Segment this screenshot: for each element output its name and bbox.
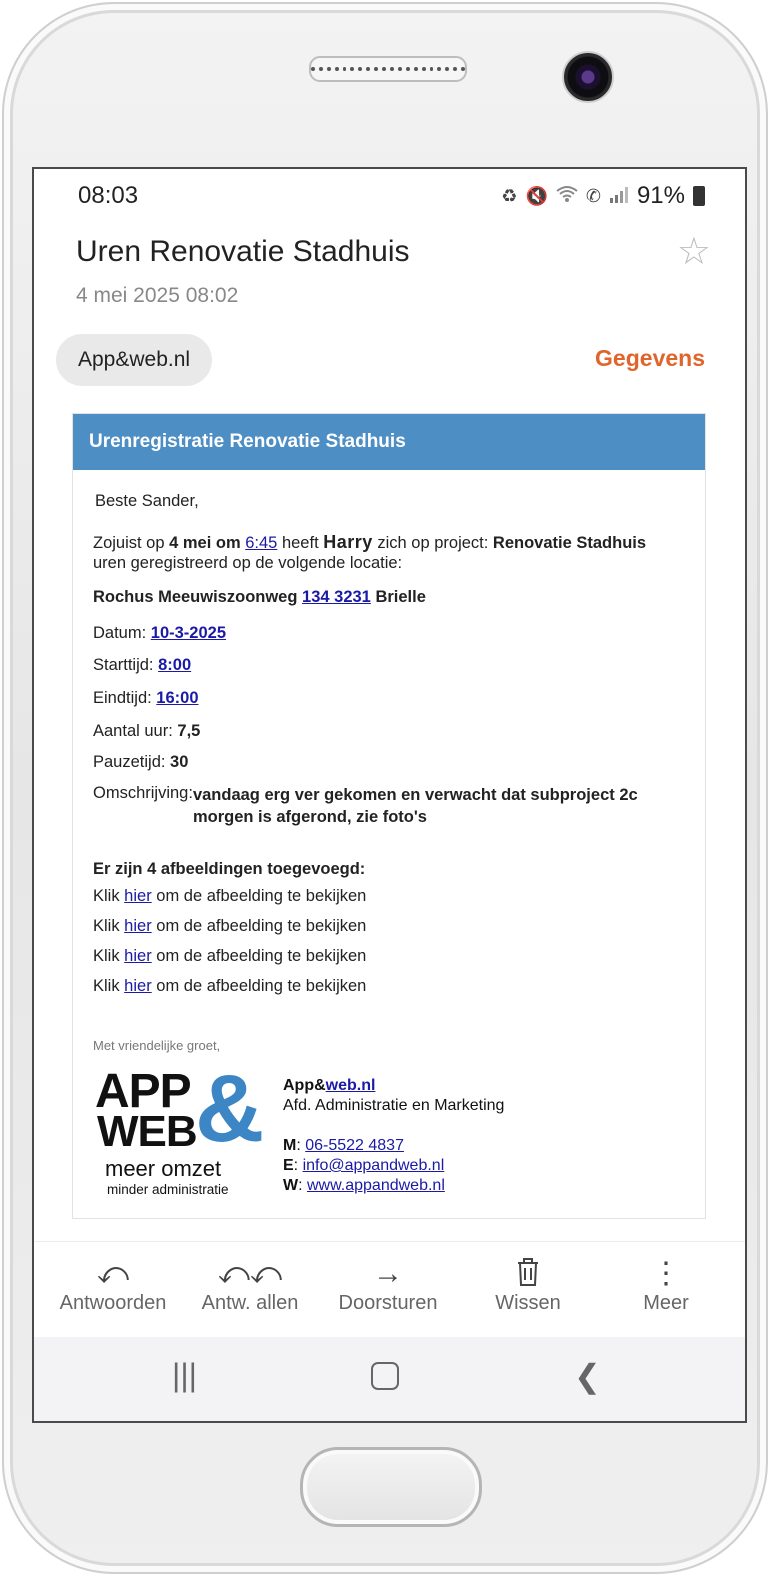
forward-label: Doorsturen xyxy=(338,1292,438,1314)
logo-line: APP xyxy=(95,1065,191,1118)
image-link-pre: Klik xyxy=(93,887,125,905)
front-camera xyxy=(562,51,614,103)
delete-label: Wissen xyxy=(495,1292,561,1314)
image-link-row xyxy=(93,917,366,936)
image-link-row xyxy=(93,887,366,906)
company-logo xyxy=(95,1055,265,1202)
phone-link[interactable]: 06-5522 4837 xyxy=(305,1137,404,1154)
image-link[interactable]: hier xyxy=(124,887,152,905)
sender-chip[interactable]: App&web.nl xyxy=(56,334,212,386)
email-link[interactable]: info@appandweb.nl xyxy=(302,1157,445,1174)
aantal-label: Aantal uur: xyxy=(93,722,178,740)
address xyxy=(93,588,426,607)
earpiece-speaker xyxy=(309,56,467,82)
project-name: Renovatie Stadhuis xyxy=(492,534,647,552)
company-name: App& xyxy=(283,1077,326,1094)
logo-ampersand: & xyxy=(195,1055,265,1162)
pauze-row xyxy=(93,753,188,772)
back-icon[interactable]: ❮ xyxy=(574,1358,601,1394)
address-street: Rochus Meeuwiszoonweg xyxy=(93,588,303,606)
starttijd-link[interactable]: 8:00 xyxy=(158,656,192,674)
home-button[interactable] xyxy=(300,1447,482,1527)
omschrijving-line: vandaag erg ver gekomen en verwacht dat subproject 2c xyxy=(192,786,638,804)
reply-label: Antwoorden xyxy=(59,1292,167,1314)
mail-banner: Urenregistratie Renovatie Stadhuis xyxy=(73,414,705,470)
email-date: 4 mei 2025 08:02 xyxy=(76,284,239,307)
omschrijving-row xyxy=(93,784,638,828)
image-link-pre: Klik xyxy=(93,977,125,995)
logo-tagline: meer omzet xyxy=(105,1156,222,1181)
eindtijd-link[interactable]: 16:00 xyxy=(156,689,199,707)
details-link[interactable]: Gegevens xyxy=(595,345,705,371)
address-city: Brielle xyxy=(370,588,426,606)
phone-frame xyxy=(2,2,768,1574)
intro-part: Zojuist op xyxy=(93,534,170,552)
reply-all-label: Antw. allen xyxy=(201,1292,299,1314)
more-label: Meer xyxy=(643,1292,689,1314)
battery-icon xyxy=(693,186,705,206)
company-link[interactable]: web.nl xyxy=(325,1077,376,1094)
datum-label: Datum: xyxy=(93,624,151,642)
department: Afd. Administratie en Marketing xyxy=(283,1097,505,1114)
delete-button[interactable] xyxy=(480,1256,576,1315)
signal-icon xyxy=(609,185,629,208)
pauze-value: 30 xyxy=(170,753,189,771)
forward-button[interactable] xyxy=(332,1256,444,1315)
address-link[interactable]: 134 3231 xyxy=(302,588,371,606)
intro-text xyxy=(93,532,693,573)
trash-icon xyxy=(480,1256,576,1292)
images-heading xyxy=(93,860,365,879)
image-link[interactable]: hier xyxy=(124,917,152,935)
pauze-label: Pauzetijd: xyxy=(93,753,171,771)
mute-icon: 🔇 xyxy=(525,185,548,206)
image-link-row xyxy=(93,977,366,996)
logo-line: WEB xyxy=(97,1107,197,1156)
aantal-row xyxy=(93,722,200,741)
eindtijd-label: Eindtijd: xyxy=(93,689,157,707)
screen xyxy=(32,167,747,1423)
more-button[interactable] xyxy=(626,1256,706,1315)
forward-icon: → xyxy=(373,1257,403,1290)
status-bar xyxy=(34,169,745,221)
logo-tagline: minder administratie xyxy=(107,1182,229,1197)
starttijd-row xyxy=(93,656,191,675)
phone-label: M xyxy=(283,1137,297,1154)
home-icon[interactable] xyxy=(370,1361,400,1399)
intro-part: zich op project: xyxy=(372,534,493,552)
star-icon[interactable]: ☆ xyxy=(676,231,711,273)
image-link-post: om de afbeelding te bekijken xyxy=(151,917,367,935)
navigation-bar xyxy=(34,1337,745,1421)
image-link-row xyxy=(93,947,366,966)
datum-link[interactable]: 10-3-2025 xyxy=(150,624,227,642)
battery-percent: 91% xyxy=(636,182,685,209)
recent-apps-icon[interactable]: ||| xyxy=(172,1357,197,1393)
image-link[interactable]: hier xyxy=(124,977,152,995)
image-link[interactable]: hier xyxy=(124,947,152,965)
intro-date: 4 mei om xyxy=(169,534,246,552)
user-name: Harry xyxy=(323,532,373,552)
email-subject: Uren Renovatie Stadhuis xyxy=(76,235,410,268)
intro-part: uren geregistreerd op de volgende locatie: xyxy=(93,554,403,572)
image-link-post: om de afbeelding te bekijken xyxy=(151,887,367,905)
datum-row xyxy=(93,624,226,643)
closing: Met vriendelijke groet, xyxy=(93,1038,221,1053)
reply-icon: ⤺ xyxy=(96,1257,130,1290)
reply-all-button[interactable] xyxy=(194,1256,306,1315)
battery-saver-icon: ♻ xyxy=(501,185,518,206)
image-link-pre: Klik xyxy=(93,947,125,965)
intro-part: heeft xyxy=(277,534,324,552)
images-heading-text: Er zijn 4 afbeeldingen toegevoegd: xyxy=(93,860,366,878)
omschrijving-label: Omschrijving: xyxy=(93,784,193,802)
greeting: Beste Sander, xyxy=(95,492,199,510)
website-label: W xyxy=(283,1177,299,1194)
image-link-post: om de afbeelding te bekijken xyxy=(151,977,367,995)
wifi-call-icon: ✆ xyxy=(585,185,601,206)
more-icon: ⋮ xyxy=(651,1257,681,1290)
image-link-pre: Klik xyxy=(93,917,125,935)
signature-block: App&web.nl Afd. Administratie en Marketing M: 06-5522 4837 E: info@appandweb.nl W: www.appandweb.nl xyxy=(283,1077,505,1194)
email-label: E xyxy=(283,1157,294,1174)
reply-button[interactable] xyxy=(54,1256,172,1315)
status-time: 08:03 xyxy=(78,182,139,209)
omschrijving-line: morgen is afgerond, zie foto's xyxy=(192,808,427,826)
wifi-icon xyxy=(556,185,578,208)
website-link[interactable]: www.appandweb.nl xyxy=(307,1177,445,1194)
eindtijd-row xyxy=(93,689,199,708)
starttijd-label: Starttijd: xyxy=(93,656,159,674)
email-body xyxy=(72,413,706,1219)
email-toolbar xyxy=(34,1241,745,1338)
image-link-post: om de afbeelding te bekijken xyxy=(151,947,367,965)
aantal-value: 7,5 xyxy=(177,722,201,740)
reply-all-icon: ⤺⤺ xyxy=(217,1257,283,1290)
intro-time-link[interactable]: 6:45 xyxy=(245,534,278,552)
